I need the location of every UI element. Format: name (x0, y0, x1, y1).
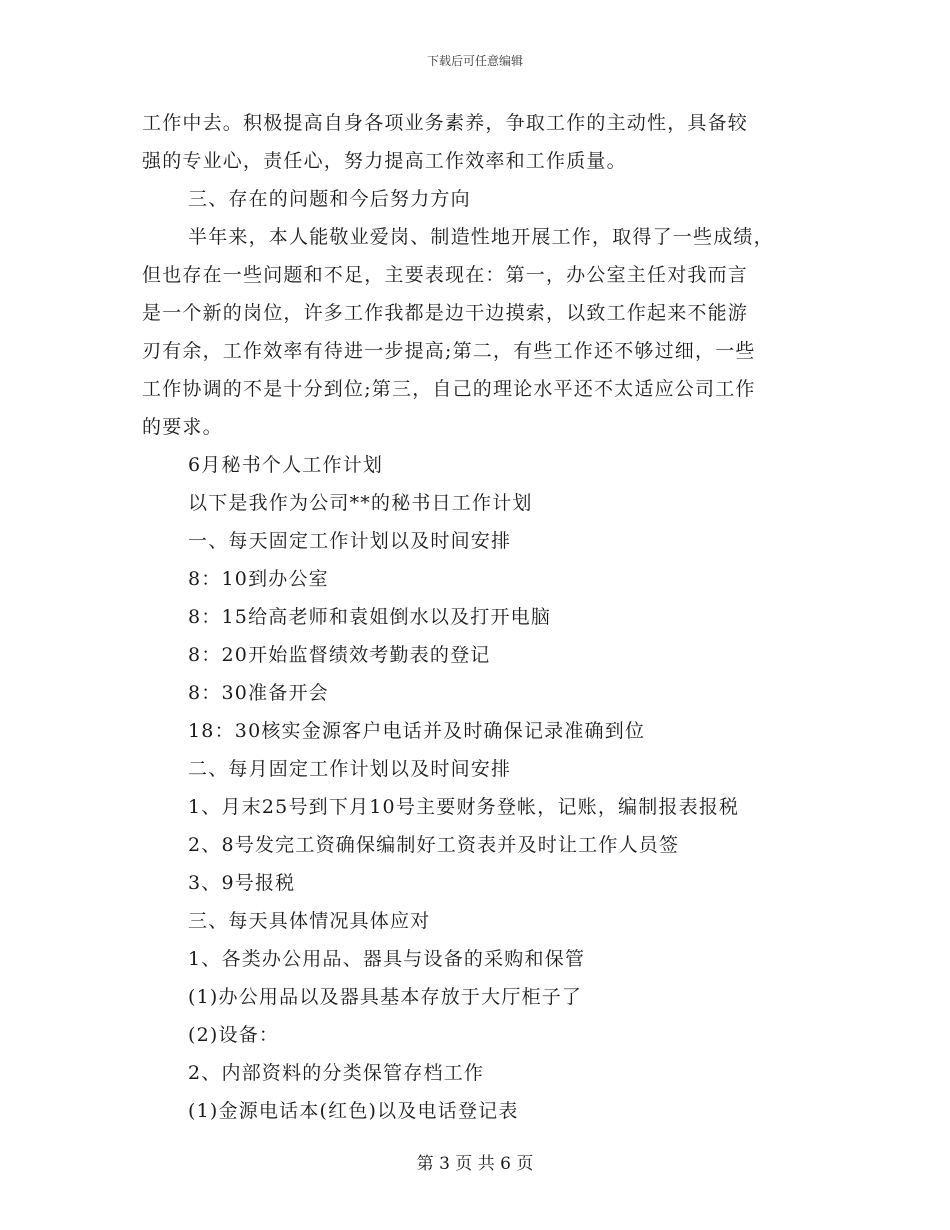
document-title: 6月秘书个人工作计划 (188, 454, 384, 476)
list-item: 2、内部资料的分类保管存档工作 (188, 1062, 485, 1084)
text-line: 工作协调的不是十分到位;第三，自己的理论水平还不太适应公司工作 (142, 378, 756, 400)
page-header: 下载后可任意编辑 (426, 54, 523, 68)
schedule-item: 18：30核实金源客户电话并及时确保记录准确到位 (188, 720, 646, 742)
schedule-item: 8：10到办公室 (188, 568, 329, 590)
text-line: 工作中去。积极提高自身各项业务素养，争取工作的主动性，具备较 (142, 112, 749, 134)
section-heading: 二、每月固定工作计划以及时间安排 (188, 758, 512, 780)
schedule-item: 8：20开始监督绩效考勤表的登记 (188, 644, 491, 666)
section-heading: 一、每天固定工作计划以及时间安排 (188, 530, 512, 552)
sub-list-item: (1)金源电话本(红色)以及电话登记表 (188, 1100, 519, 1122)
section-heading: 三、每天具体情况具体应对 (188, 910, 431, 932)
schedule-item: 8：15给高老师和袁姐倒水以及打开电脑 (188, 606, 552, 628)
list-item: 1、各类办公用品、器具与设备的采购和保管 (188, 948, 586, 970)
schedule-item: 8：30准备开会 (188, 682, 329, 704)
document-body (142, 104, 810, 1130)
list-item: 1、月末25号到下月10号主要财务登帐，记账，编制报表报税 (188, 796, 740, 818)
text-line: 但也存在一些问题和不足，主要表现在：第一，办公室主任对我而言 (142, 264, 749, 286)
list-item: 2、8号发完工资确保编制好工资表并及时让工作人员签 (188, 834, 680, 856)
text-line: 刃有余，工作效率有待进一步提高;第二，有些工作还不够过细，一些 (142, 340, 756, 362)
sub-list-item: (1)办公用品以及器具基本存放于大厅柜子了 (188, 986, 583, 1008)
section-heading: 三、存在的问题和今后努力方向 (188, 188, 471, 210)
text-line: 是一个新的岗位，许多工作我都是边干边摸索，以致工作起来不能游 (142, 302, 749, 324)
sub-list-item: (2)设备： (188, 1024, 280, 1046)
list-item: 3、9号报税 (188, 872, 296, 894)
page-number: 第 3 页 共 6 页 (416, 1154, 534, 1174)
text-line: 以下是我作为公司**的秘书日工作计划 (188, 492, 533, 514)
text-line: 半年来，本人能敬业爱岗、制造性地开展工作，取得了一些成绩， (188, 226, 774, 248)
text-line: 强的专业心，责任心，努力提高工作效率和工作质量。 (142, 150, 627, 172)
text-line: 的要求。 (142, 416, 223, 438)
